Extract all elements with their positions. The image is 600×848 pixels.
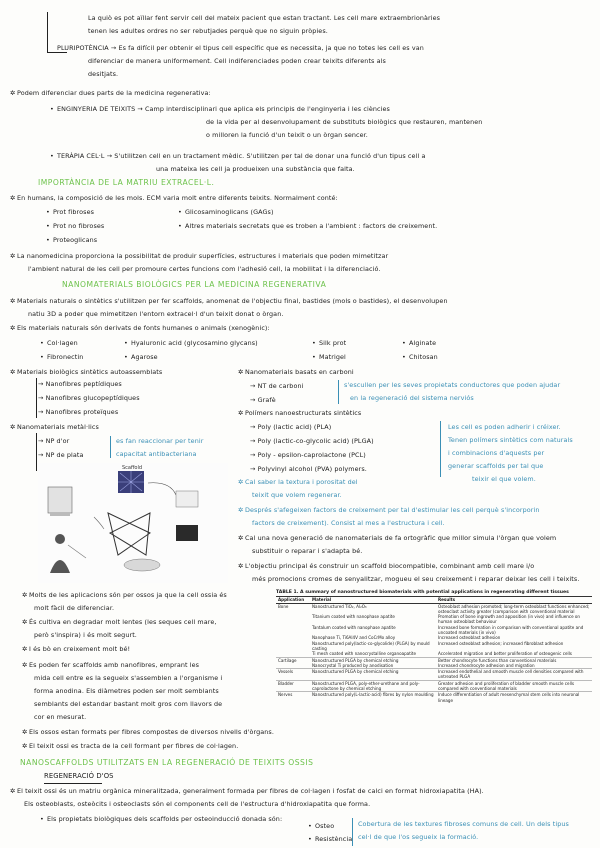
osteo-note-2: cel·l de que l'os segueix la formació.: [358, 833, 479, 841]
table-row: [276, 625, 592, 636]
bottom-line-2: Els osteoblasts, osteòcits i osteoclasts són el components cell de l'estructura d'hidroxiapatita que forma.: [24, 800, 371, 808]
table-cell: [276, 614, 310, 625]
margin-bracket: [47, 12, 48, 52]
resistencia-item: • Resistència: [308, 835, 353, 843]
star-bullet-icon: ✲: [22, 645, 28, 653]
lower-9: semblants del estandar bastant molt gros com llavors de: [34, 700, 223, 708]
star-bullet-icon: ✲: [10, 252, 16, 260]
ecm-heading: IMPORTÀNCIA DE LA MATRIU EXTRACEL·L.: [38, 178, 215, 187]
star-bullet-icon: ✲: [22, 618, 28, 626]
brace: [338, 380, 339, 404]
natural-item: • Hyaluronic acid (glycosamino glycans): [124, 339, 258, 347]
table-cell: Titanium coated with nanophase apatite: [312, 614, 395, 620]
carbon-item: → Grafè: [250, 396, 276, 404]
lower-2: molt fàcil de diferenciar.: [34, 604, 115, 612]
poly-note-4: generar scaffolds per tal que: [448, 462, 544, 470]
table-header: Material: [310, 597, 436, 603]
natural-item: • Col·lagen: [40, 339, 78, 347]
table-row: [276, 680, 592, 692]
table-cell: Nanostructured poly(L-lactic-acid) fibres by nylon moulding: [310, 692, 436, 703]
table-header: Results: [436, 597, 592, 603]
note-3b: substituir o reparar i s'adapta bé.: [252, 547, 363, 555]
table-cell: Increased osteoblast adhesion: [438, 635, 501, 641]
arrow-icon: →: [250, 465, 258, 473]
poly-title: ✲ Polímers nanoestructurats sintètics: [238, 409, 362, 417]
table-cell: Better chondrocyte functions than conventional materials: [436, 657, 592, 663]
table-cell: Accelerated migration and better proliferation of osteogenic cells: [438, 651, 572, 657]
table-cell: Osteoblast adhesion promoted; long-term osteoblast functions enhanced; osteoclast activity greater (comparison with conventional material: [436, 603, 592, 614]
materials-line-1: ✲ Materials naturals o sintètics s'utilitzen per fer scaffolds, anomenat de l'objectiu final, bastides (mols o bastides), el desenvolupen: [10, 297, 448, 305]
star-bullet-icon: ✲: [10, 297, 16, 305]
eng-line-3: o milloren la funció d'un teixit o un òrgan sencer.: [206, 131, 368, 139]
dot-bullet-icon: •: [40, 353, 44, 361]
lower-3: ✲ És cultiva en degradar molt lentes (les seques cell mare,: [22, 618, 217, 626]
pluri-line-2: diferenciar de manera uniformement. Cell indiferenciades poden crear teixits diferents als: [88, 57, 386, 65]
table-cell: Nanocrystal Ti produced by anodisation: [312, 662, 394, 668]
poly-item: → Poly - epsilon-caprolactone (PCL): [250, 451, 366, 459]
note-4b: més promocions cromes de senyalitzar, mogueu el seu creixement i reparar deixar les cell i teixits.: [252, 575, 580, 583]
table-cell: Nanostructured poly(lactic-co-glycolide) (PLGA) by mould casting: [312, 640, 430, 651]
arrow-icon: →: [38, 380, 46, 388]
table-cell: Tantalum coated with nanophase apatite: [312, 624, 396, 630]
poly-item: → Poly (lactic-co-glycolic acid) (PLGA): [250, 437, 374, 445]
dot-bullet-icon: •: [50, 105, 54, 113]
ecm-item: • Prot no fibroses: [46, 222, 105, 230]
scaffold-figure: [38, 463, 228, 583]
dot-bullet-icon: •: [124, 353, 128, 361]
table-cell: Vessels: [276, 669, 310, 681]
arrow-icon: →: [250, 451, 258, 459]
note-2: ✲ Després s'afegeixen factors de creixement per tal d'estimular les cell perquè s'incorporin: [238, 506, 540, 514]
table-header: Application: [276, 597, 310, 603]
metal-item: → NP d'or: [38, 437, 70, 445]
table-cell: Nanophase Ti, Ti6Al4V and CoCrMo alloy: [312, 635, 396, 641]
table-caption: TABLE 1. A summary of nanostructured biomaterials with potential applications in regenerating different tissues: [276, 590, 569, 595]
arrow-icon: →: [250, 382, 258, 390]
lower-7: mida cell entre es la segueix s'assemblen a l'organisme i: [34, 674, 223, 682]
poly-item: → Polyvinyl alcohol (PVA) polymers.: [250, 465, 367, 473]
dot-bullet-icon: •: [312, 339, 316, 347]
patient-icon: [55, 534, 65, 544]
brace: [440, 421, 441, 477]
natural-item: • Fibronectin: [40, 353, 84, 361]
star-bullet-icon: ✲: [10, 89, 16, 97]
star-bullet-icon: ✲: [22, 742, 28, 750]
incubator-icon: [48, 487, 72, 513]
bottom-line-3: • Els propietats biològiques dels scaffolds per osteoinducció donada són:: [40, 815, 283, 823]
nanobio-heading: NANOMATERIALS BIOLÒGICS PER LA MEDICINA REGENERATIVA: [62, 280, 327, 289]
bottom-subheading: REGENERACIÓ D'OS: [44, 772, 114, 780]
table-row: [276, 603, 592, 614]
metal-item: → NP de plata: [38, 451, 84, 459]
ter-line-2: una mateixa les cell ja produeixen una substància que falta.: [156, 165, 355, 173]
dot-bullet-icon: •: [402, 339, 406, 347]
table-cell: Nanostructured PLGA by chemical etching: [310, 669, 436, 681]
star-bullet-icon: ✲: [22, 661, 28, 669]
nano-line-1: ✲ La nanomedicina proporciona la possibilitat de produir superfícies, estructures i materials que poden mimetitzar: [10, 252, 389, 260]
bottom-line-1: ✲ El teixit ossi és un matriu orgànica mineralitzada, generalment formada per fibres de col·lagen i fosfat de calci en format hidroxiapatita (HA).: [10, 787, 484, 795]
natural-item: • Alginate: [402, 339, 437, 347]
table-cell: [276, 625, 310, 636]
table-cell: Increased osteoblast adhesion; increased fibroblast adhesion: [438, 640, 564, 646]
star-bullet-icon: ✲: [10, 787, 16, 795]
table-cell: Nanostructured PLGA by chemical etching: [310, 657, 436, 663]
table-cell: Promotion of bone ingrowth and apposition (in vivo) and influence on human osteoblast behaviour: [438, 614, 581, 625]
dot-bullet-icon: •: [40, 815, 44, 823]
ecm-item: • Altres materials secretats que es troben a l'ambient : factors de creixement.: [178, 222, 438, 230]
note-1b: teixit que volem regenerar.: [252, 491, 342, 499]
brace: [110, 436, 111, 458]
natural-item: • Matrigel: [312, 353, 346, 361]
pluri-line-3: desitjats.: [88, 70, 119, 78]
star-bullet-icon: ✲: [10, 194, 16, 202]
arrow-icon: →: [38, 408, 46, 416]
metal-title: ✲ Nanomaterials metàl·lics: [10, 423, 99, 431]
metal-note-1: es fan reaccionar per tenir: [116, 437, 204, 445]
tree-line: [36, 378, 37, 418]
table-cell: Greater adhesion and proliferation of bladder smooth muscle cells compared with conventional materials: [436, 680, 592, 692]
star-bullet-icon: ✲: [22, 728, 28, 736]
ecm-item: • Prot fibroses: [46, 208, 95, 216]
table-cell: Nerves: [276, 692, 310, 703]
dot-bullet-icon: •: [40, 339, 44, 347]
dot-bullet-icon: •: [402, 353, 406, 361]
carbon-note-1: s'escullen per les seves propietats conductores que poden ajudar: [344, 381, 561, 389]
ecm-intro: ✲ En humans, la composició de les mols. ECM varia molt entre diferents teixits. Normalment conté:: [10, 194, 338, 202]
table-cell: Increased endothelial and smooth muscle cell densities compared with untreated PLGA: [436, 669, 592, 681]
poly-note-5: teixir el que volem.: [472, 475, 536, 483]
dot-bullet-icon: •: [308, 822, 312, 830]
table-row: [276, 669, 592, 681]
dot-bullet-icon: •: [178, 222, 182, 230]
auto-item: → Nanofibres peptídiques: [38, 380, 122, 388]
arrow-icon: →: [250, 396, 258, 404]
biomaterials-table: [276, 590, 592, 703]
lower-11: ✲ Els ossos estan formats per fibres compostes de diversos nivells d'òrgans.: [22, 728, 274, 736]
note-2b: factors de creixement). Consist al mes a l'estructura i cell.: [252, 519, 445, 527]
auto-item: → Nanofibres proteïques: [38, 408, 119, 416]
star-bullet-icon: ✲: [10, 423, 16, 431]
star-bullet-icon: ✲: [238, 368, 244, 376]
carbon-item: → NT de carboni: [250, 382, 304, 390]
intro-line-2: tenen les adultes ordres no ser rebutjades perquè que no siguin pròpies.: [88, 27, 328, 35]
carbon-title: ✲ Nanomaterials basats en carboni: [238, 368, 354, 376]
eng-line-2: de la vida per al desenvolupament de substituts biològics que restauren, mantenen: [206, 118, 483, 126]
metal-note-2: capacitat antibacteriana: [116, 450, 197, 458]
lower-8: forma anodina. Els diàmetres poden ser molt semblants: [34, 687, 219, 695]
lower-10: cor en mesurat.: [34, 713, 87, 721]
table-row: [276, 692, 592, 703]
arrow-icon: →: [38, 451, 46, 459]
carbon-note-2: en la regeneració del sistema nerviós: [350, 394, 474, 402]
pluri-line-1: PLURIPOTÈNCIA → Es fa difícil per obtenir el tipus cell específic que es necessita, ja que no totes les cell es van: [57, 44, 424, 52]
brace: [352, 818, 353, 846]
lower-4: però s'inspira) i és molt segurt.: [34, 631, 137, 639]
eng-line-1: • ENGINYERIA DE TEIXITS → Camp interdisciplinari que aplica els principis de l'enginyeria i les ciències: [50, 105, 390, 113]
arrow-icon: →: [38, 437, 46, 445]
poly-note-2: Tenen polímers sintètics com naturals: [448, 436, 573, 444]
dot-bullet-icon: •: [308, 835, 312, 843]
dot-bullet-icon: •: [46, 222, 50, 230]
osteo-item: • Osteo: [308, 822, 335, 830]
dot-bullet-icon: •: [312, 353, 316, 361]
star-bullet-icon: ✲: [238, 409, 244, 417]
parts-title: ✲ Podem diferenciar dues parts de la medicina regenerativa:: [10, 89, 211, 97]
arrow-icon: →: [38, 394, 46, 402]
star-bullet-icon: ✲: [238, 562, 244, 570]
table-cell: Increased chondrocyte adhesion and migration: [438, 662, 535, 668]
auto-item: → Nanofibres glucopeptídiques: [38, 394, 140, 402]
table-row: [276, 614, 592, 625]
table-cell: Cartilage: [276, 657, 310, 663]
natural-title: ✲ Els materials naturals són derivats de fonts humanes o animals (xenogènic):: [10, 324, 270, 332]
table-cell: Bladder: [276, 680, 310, 692]
materials-line-2: natiu 3D a poder que mimetitzen l'entorn extracel·l d'un teixit donat o òrgan.: [28, 310, 284, 318]
poly-note-1: Les cell es poden adherir i créixer.: [448, 423, 561, 431]
natural-item: • Agarose: [124, 353, 158, 361]
underline: [44, 783, 102, 784]
poly-note-3: i combinacions d'aquests per: [448, 449, 545, 457]
lower-1: ✲ Molts de les aplicacions són per ossos ja que la cell ossia és: [22, 591, 227, 599]
table-cell: Nanostructured PLGA, poly-ether-urethane and poly-caprolactone by chemical etching: [310, 680, 436, 692]
table-cell: Increased bone formation in comparison with conventional apatite and uncoated materials (in vivo): [438, 624, 584, 636]
nano-line-2: l'ambient natural de les cell per promoure certes funcions com l'adhesió cell, la mobilitat i la diferenciació.: [28, 265, 381, 273]
dot-bullet-icon: •: [178, 208, 182, 216]
table-cell: Bone: [276, 603, 310, 614]
star-bullet-icon: ✲: [22, 591, 28, 599]
arrow-icon: →: [250, 437, 258, 445]
bottom-heading: NANOSCAFFOLDS UTILITZATS EN LA REGENERACIÓ DE TEIXITS OSSIS: [20, 758, 314, 767]
ecm-item: • Glicosaminoglicans (GAGs): [178, 208, 274, 216]
star-bullet-icon: ✲: [10, 368, 16, 376]
table-cell: Induce differentiation of adult mesenchymal stem cells into neuronal lineage: [436, 692, 592, 703]
poly-item: → Poly (lactic acid) (PLA): [250, 423, 332, 431]
table-cell: [276, 641, 310, 652]
star-bullet-icon: ✲: [10, 324, 16, 332]
tree-line: [36, 433, 37, 471]
figure-label: Scaffold: [122, 465, 143, 471]
star-bullet-icon: ✲: [238, 534, 244, 542]
arrow-icon: →: [250, 423, 258, 431]
star-bullet-icon: ✲: [238, 506, 244, 514]
lower-6: ✲ Es poden fer scaffolds amb nanofibres, emprant les: [22, 661, 200, 669]
natural-item: • Silk prot: [312, 339, 347, 347]
note-4: ✲ L'objectiu principal és construir un scaffold biocompatible, combinant amb cell mare i/o: [238, 562, 535, 570]
dot-bullet-icon: •: [46, 236, 50, 244]
intro-line-1: La quiò es pot aïllar fent servir cell del mateix pacient que estan tractant. Les cell mare extraembrionàries: [88, 14, 441, 22]
note-1: ✲ Cal saber la textura i porositat del: [238, 478, 358, 486]
auto-title: ✲ Materials biològics sintètics autoassemblats: [10, 368, 163, 376]
table-cell: Ti mesh coated with nanocrystalline organoapatite: [312, 651, 417, 657]
natural-item: • Chitosan: [402, 353, 438, 361]
star-bullet-icon: ✲: [238, 478, 244, 486]
lower-5: ✲ I és bò en creixement molt bé!: [22, 645, 131, 653]
osteo-note-1: Cobertura de les textures fibroses comuns de cell. Un dels tipus: [358, 820, 569, 828]
dot-bullet-icon: •: [124, 339, 128, 347]
dot-bullet-icon: •: [50, 152, 54, 160]
table-cell: Nanostructured TiO₂, Al₂O₃: [310, 603, 436, 614]
lower-12: ✲ El teixit ossi es tracta de la cell formant per fibres de col·lagen.: [22, 742, 239, 750]
ter-line-1: • TERÀPIA CEL·L → S'utilitzen cell en un tractament mèdic. S'utilitzen per tal de donar una funció d'un tipus cell a: [50, 152, 426, 160]
dot-bullet-icon: •: [46, 208, 50, 216]
table-row: [276, 641, 592, 652]
note-3: ✲ Cal una nova generació de nanomaterials de fa ortogràfic que millor simula l'òrgan que volem: [238, 534, 557, 542]
ecm-item: • Proteoglicans: [46, 236, 98, 244]
